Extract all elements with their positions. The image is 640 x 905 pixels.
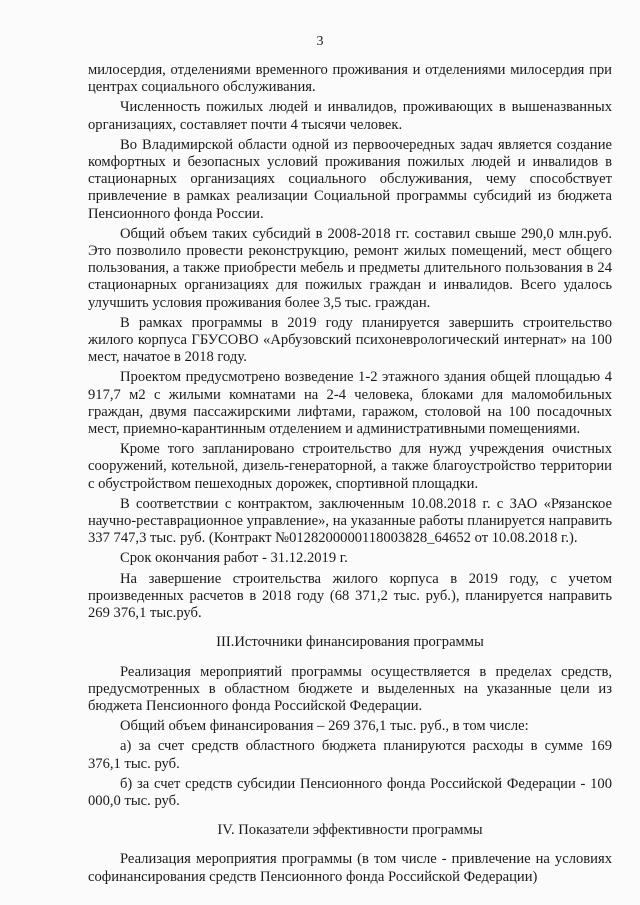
page-number: 3 bbox=[316, 34, 324, 49]
paragraph: Численность пожилых людей и инвалидов, проживающих в вышеназванных организациях, составляет почти 4 тысячи человек. bbox=[88, 99, 612, 133]
paragraph: Реализация мероприятий программы осуществляется в пределах средств, предусмотренных в областном бюджете и выделенных на указанные цели из бюджета Пенсионного фонда Российской Федерации. bbox=[88, 663, 612, 714]
paragraph: Общий объем финансирования – 269 376,1 тыс. руб., в том числе: bbox=[120, 718, 529, 735]
paragraph: В соответствии с контрактом, заключенным 10.08.2018 г. с ЗАО «Рязанское научно-реставрационное управление», на указанные работы планируется направить 337 747,3 тыс. руб. (Контракт №0128200000118003828_64652 от 10.08.2018 г.). bbox=[88, 495, 612, 547]
paragraph: Срок окончания работ - 31.12.2019 г. bbox=[120, 550, 348, 567]
section-heading-financing: III.Источники финансирования программы bbox=[216, 634, 484, 651]
paragraph: а) за счет средств областного бюджета планируются расходы в сумме 169 376,1 тыс. руб. bbox=[88, 738, 612, 772]
paragraph: б) за счет средств субсидии Пенсионного фонда Российской Федерации - 100 000,0 тыс. руб. bbox=[88, 775, 612, 809]
paragraph: милосердия, отделениями временного проживания и отделениями милосердия при центрах социального обслуживания. bbox=[88, 62, 612, 96]
section-heading-efficiency: IV. Показатели эффективности программы bbox=[217, 822, 483, 839]
document-body bbox=[88, 62, 612, 889]
paragraph: Общий объем таких субсидий в 2008-2018 гг. составил свыше 290,0 млн.руб. Это позволило провести реконструкцию, ремонт жилых помещений, мест общего пользования, а также приобрести мебель и предметы длительного пользования в 24 стационарных организациях для пожилых граждан и инвалидов. Всего удалось улучшить условия проживания более 3,5 тыс. граждан. bbox=[88, 225, 612, 311]
paragraph: Кроме того запланировано строительство для нужд учреждения очистных сооружений, котельной, дизель-генераторной, а также благоустройство территории с обустройством пешеходных дорожек, спортивной площадки. bbox=[88, 441, 612, 492]
paragraph: Во Владимирской области одной из первоочередных задач является создание комфортных и безопасных условий проживания пожилых людей и инвалидов в стационарных организациях социального обслуживания, чему способствует привлечение в рамках реализации Социальной программы субсидий из бюджета Пенсионного фонда России. bbox=[88, 136, 612, 222]
paragraph: На завершение строительства жилого корпуса в 2019 году, с учетом произведенных расчетов в 2018 году (68 371,2 тыс. руб.), планируется направить 269 376,1 тыс.руб. bbox=[88, 570, 612, 622]
paragraph: В рамках программы в 2019 году планируется завершить строительство жилого корпуса ГБУСОВО «Арбузовский психоневрологический интернат» на 100 мест, начатое в 2018 году. bbox=[88, 314, 612, 366]
paragraph: Проектом предусмотрено возведение 1-2 этажного здания общей площадью 4 917,7 м2 с жилыми комнатами на 2-4 человека, блоками для маломобильных граждан, двумя пассажирскими лифтами, гаражом, столовой на 100 посадочных мест, приемно-карантинным отделением и административными помещениями. bbox=[88, 369, 612, 438]
paragraph: Реализация мероприятия программы (в том числе - привлечение на условиях софинансирования средств Пенсионного фонда Российской Федерации) bbox=[88, 851, 612, 885]
